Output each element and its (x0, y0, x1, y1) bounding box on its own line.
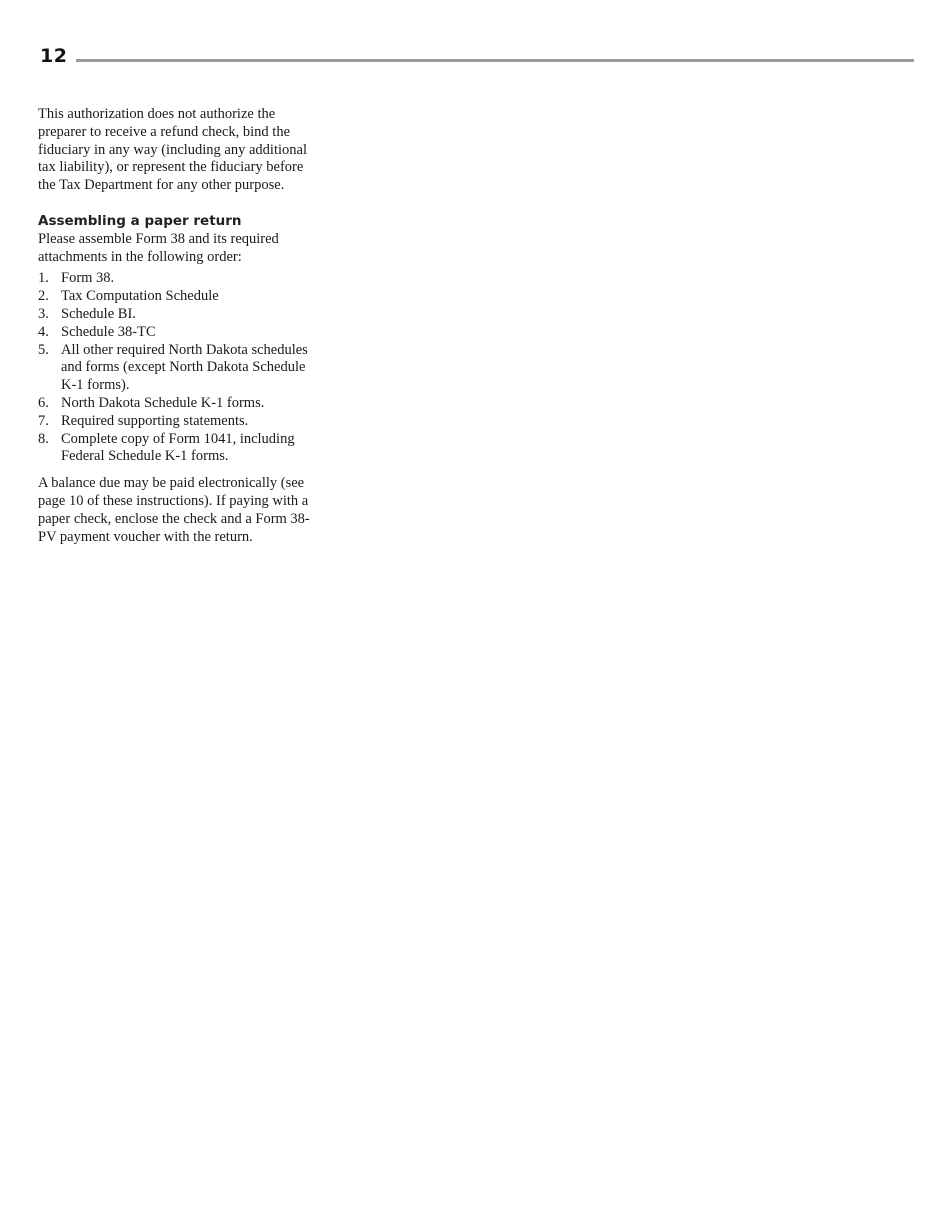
list-item-text: Form 38. (61, 270, 115, 287)
list-item (38, 431, 323, 467)
closing-paragraph: A balance due may be paid electronically (see page 10 of these instructions). If paying with a paper check, enclose the check and a Form 38-PV payment voucher with the return. (38, 475, 310, 545)
text-column (38, 106, 323, 546)
list-item-number: 5. (38, 341, 49, 358)
list-item-number: 7. (38, 412, 49, 429)
list-item-number: 1. (38, 270, 49, 287)
list-item-number: 6. (38, 394, 49, 411)
list-item-number: 3. (38, 305, 49, 322)
list-item-text: Schedule 38-TC (61, 323, 156, 340)
section-intro: Please assemble Form 38 and its required attachments in the following order: (38, 230, 279, 265)
section-heading: Assembling a paper return (38, 212, 242, 229)
list-item-number: 8. (38, 430, 49, 447)
list-item (38, 395, 323, 413)
list-item (38, 342, 323, 395)
list-item-number: 4. (38, 323, 49, 340)
list-item (38, 288, 323, 306)
list-item-text: All other required North Dakota schedules and forms (except North Dakota Schedule K-1 forms). (61, 341, 308, 394)
header-rule (76, 59, 914, 62)
page-number: 12 (40, 45, 68, 67)
list-item-text: Schedule BI. (61, 305, 136, 322)
list-item-text: Complete copy of Form 1041, including Federal Schedule K-1 forms. (61, 430, 295, 465)
assembly-order-list (38, 270, 323, 466)
list-item (38, 306, 323, 324)
list-item (38, 413, 323, 431)
list-item (38, 324, 323, 342)
list-item-text: Tax Computation Schedule (61, 288, 219, 305)
intro-paragraph: This authorization does not authorize the preparer to receive a refund check, bind the fiduciary in any way (including any additional tax liability), or represent the fiduciary before the Tax Department for any other purpose. (38, 106, 307, 194)
list-item-number: 2. (38, 288, 49, 305)
list-item-text: Required supporting statements. (61, 412, 249, 429)
list-item-text: North Dakota Schedule K-1 forms. (61, 394, 265, 411)
list-item (38, 270, 323, 288)
